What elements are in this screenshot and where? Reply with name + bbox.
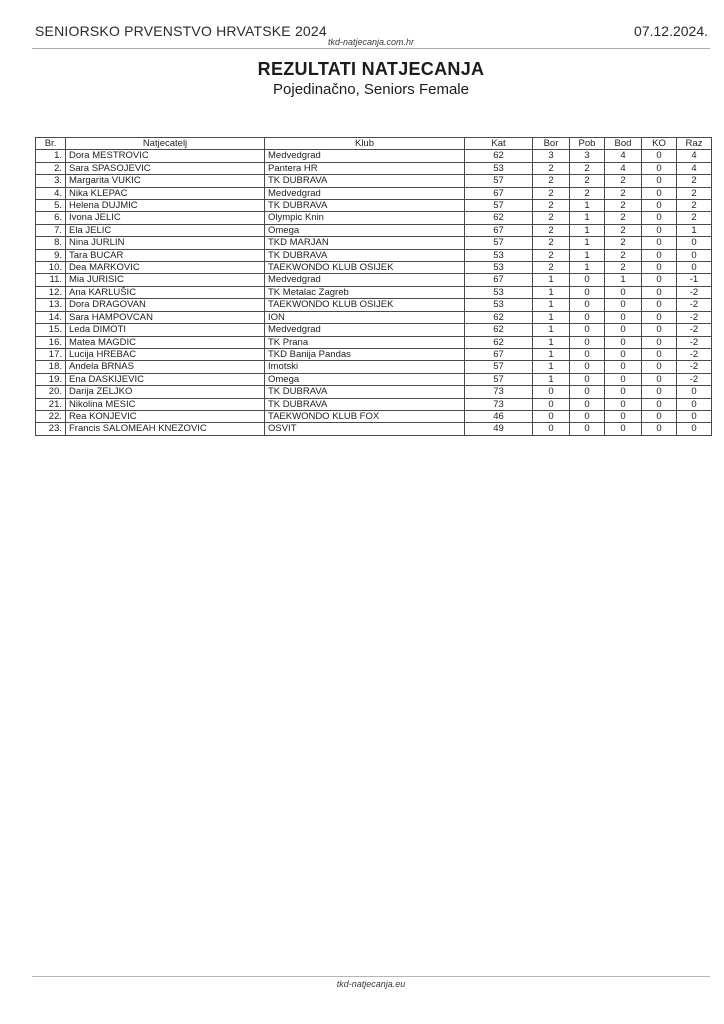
cell-br: 7. [36,224,66,236]
cell-br: 11. [36,274,66,286]
cell-ko: 0 [642,237,677,249]
cell-ko: 0 [642,162,677,174]
cell-natjecatelj: Matea MAGDIC [66,336,265,348]
cell-raz: 2 [677,200,712,212]
cell-bor: 2 [533,249,570,261]
cell-bor: 1 [533,324,570,336]
cell-ko: 0 [642,373,677,385]
cell-pob: 0 [570,286,605,298]
cell-klub: TKD MARJAN [265,237,465,249]
cell-raz: -2 [677,286,712,298]
cell-br: 23. [36,423,66,435]
cell-br: 22. [36,410,66,422]
table-row [36,324,712,336]
cell-ko: 0 [642,286,677,298]
cell-klub: Medvedgrad [265,150,465,162]
cell-bod: 2 [605,212,642,224]
table-row [36,373,712,385]
cell-ko: 0 [642,398,677,410]
cell-kat: 73 [465,398,533,410]
cell-klub: TKD Banija Pandas [265,348,465,360]
cell-raz: -2 [677,348,712,360]
cell-klub: TK DUBRAVA [265,175,465,187]
cell-bod: 0 [605,311,642,323]
cell-br: 13. [36,299,66,311]
col-header-bor: Bor [533,138,570,150]
cell-kat: 67 [465,224,533,236]
table-row [36,286,712,298]
cell-br: 2. [36,162,66,174]
table-row [36,299,712,311]
cell-natjecatelj: Darija ZELJKO [66,386,265,398]
footer-divider [32,976,710,977]
cell-br: 4. [36,187,66,199]
cell-ko: 0 [642,410,677,422]
cell-bor: 2 [533,162,570,174]
cell-pob: 3 [570,150,605,162]
cell-kat: 53 [465,162,533,174]
cell-bor: 0 [533,423,570,435]
cell-bor: 3 [533,150,570,162]
cell-kat: 57 [465,361,533,373]
cell-ko: 0 [642,224,677,236]
cell-klub: Medvedgrad [265,324,465,336]
cell-natjecatelj: Margarita VUKIC [66,175,265,187]
cell-ko: 0 [642,361,677,373]
table-row [36,348,712,360]
cell-ko: 0 [642,274,677,286]
cell-bod: 2 [605,200,642,212]
cell-br: 17. [36,348,66,360]
cell-raz: 0 [677,398,712,410]
cell-kat: 67 [465,274,533,286]
cell-natjecatelj: Ena DASKIJEVIC [66,373,265,385]
cell-pob: 2 [570,175,605,187]
cell-klub: TK Prana [265,336,465,348]
cell-raz: 4 [677,162,712,174]
cell-klub: Omega [265,373,465,385]
cell-klub: TAEKWONDO KLUB FOX [265,410,465,422]
cell-natjecatelj: Lucija HREBAC [66,348,265,360]
cell-ko: 0 [642,423,677,435]
cell-raz: 0 [677,262,712,274]
col-header-kat: Kat [465,138,533,150]
cell-bod: 0 [605,373,642,385]
table-row [36,361,712,373]
cell-kat: 57 [465,237,533,249]
cell-pob: 0 [570,274,605,286]
cell-klub: Imotski [265,361,465,373]
cell-kat: 53 [465,299,533,311]
cell-kat: 57 [465,175,533,187]
cell-klub: Omega [265,224,465,236]
cell-kat: 67 [465,187,533,199]
table-row [36,311,712,323]
cell-bor: 2 [533,262,570,274]
cell-bor: 1 [533,299,570,311]
cell-raz: -2 [677,311,712,323]
cell-bod: 0 [605,410,642,422]
table-header-row [36,138,712,150]
cell-raz: 2 [677,212,712,224]
cell-raz: 0 [677,237,712,249]
table-row [36,262,712,274]
cell-ko: 0 [642,311,677,323]
event-title: SENIORSKO PRVENSTVO HRVATSKE 2024 [35,23,327,39]
page-title: REZULTATI NATJECANJA [257,59,485,79]
cell-bod: 2 [605,249,642,261]
cell-pob: 0 [570,324,605,336]
cell-bor: 1 [533,286,570,298]
cell-natjecatelj: Dora DRAGOVAN [66,299,265,311]
cell-raz: -2 [677,324,712,336]
footer-website: tkd-natjecanja.eu [336,979,406,989]
cell-klub: TK DUBRAVA [265,200,465,212]
cell-natjecatelj: Leda DIMOTI [66,324,265,336]
cell-br: 18. [36,361,66,373]
cell-bor: 1 [533,311,570,323]
cell-bod: 0 [605,386,642,398]
cell-natjecatelj: Ivona JELIC [66,212,265,224]
col-header-natjecatelj: Natjecatelj [66,138,265,150]
header-date: 07.12.2024. [634,23,708,39]
cell-bod: 2 [605,262,642,274]
cell-ko: 0 [642,249,677,261]
cell-br: 15. [36,324,66,336]
cell-bor: 1 [533,373,570,385]
cell-klub: TK Metalac Zagreb [265,286,465,298]
cell-ko: 0 [642,262,677,274]
cell-natjecatelj: Andela BRNAS [66,361,265,373]
cell-bod: 2 [605,224,642,236]
cell-kat: 67 [465,348,533,360]
table-row [36,423,712,435]
cell-raz: 1 [677,224,712,236]
table-row [36,336,712,348]
cell-br: 5. [36,200,66,212]
cell-bor: 0 [533,386,570,398]
cell-klub: ION [265,311,465,323]
cell-raz: -2 [677,373,712,385]
cell-bod: 0 [605,324,642,336]
cell-bod: 4 [605,150,642,162]
table-row [36,175,712,187]
cell-br: 1. [36,150,66,162]
cell-pob: 2 [570,162,605,174]
cell-bod: 0 [605,286,642,298]
cell-natjecatelj: Ana KARLUŠIC [66,286,265,298]
cell-klub: Medvedgrad [265,274,465,286]
cell-kat: 53 [465,286,533,298]
cell-bor: 2 [533,200,570,212]
cell-br: 20. [36,386,66,398]
cell-pob: 0 [570,398,605,410]
page-content [32,0,710,1024]
cell-br: 9. [36,249,66,261]
cell-ko: 0 [642,212,677,224]
cell-kat: 53 [465,249,533,261]
cell-br: 3. [36,175,66,187]
cell-bod: 0 [605,423,642,435]
col-header-ko: KO [642,138,677,150]
table-row [36,386,712,398]
cell-kat: 62 [465,212,533,224]
cell-klub: TK DUBRAVA [265,398,465,410]
cell-kat: 46 [465,410,533,422]
cell-natjecatelj: Mia JURISIC [66,274,265,286]
cell-natjecatelj: Helena DUJMIC [66,200,265,212]
cell-br: 8. [36,237,66,249]
cell-bor: 1 [533,361,570,373]
cell-kat: 53 [465,262,533,274]
cell-pob: 1 [570,249,605,261]
cell-natjecatelj: Rea KONJEVIC [66,410,265,422]
cell-bod: 0 [605,361,642,373]
cell-bor: 0 [533,410,570,422]
cell-pob: 0 [570,299,605,311]
cell-raz: -2 [677,361,712,373]
cell-klub: TK DUBRAVA [265,249,465,261]
cell-pob: 1 [570,212,605,224]
table-row [36,212,712,224]
cell-kat: 62 [465,336,533,348]
cell-kat: 62 [465,324,533,336]
cell-raz: 2 [677,187,712,199]
cell-bod: 0 [605,336,642,348]
cell-pob: 0 [570,336,605,348]
cell-raz: 0 [677,423,712,435]
cell-br: 6. [36,212,66,224]
cell-klub: OSVIT [265,423,465,435]
cell-pob: 2 [570,187,605,199]
cell-klub: TAEKWONDO KLUB OSIJEK [265,299,465,311]
cell-bor: 1 [533,348,570,360]
cell-raz: 2 [677,175,712,187]
cell-bor: 1 [533,274,570,286]
cell-br: 19. [36,373,66,385]
table-row [36,224,712,236]
col-header-raz: Raz [677,138,712,150]
cell-bor: 2 [533,175,570,187]
cell-br: 21. [36,398,66,410]
table-row [36,150,712,162]
cell-bor: 0 [533,398,570,410]
cell-natjecatelj: Ela JELIC [66,224,265,236]
cell-bor: 2 [533,187,570,199]
cell-raz: -1 [677,274,712,286]
header-divider [32,48,710,49]
cell-kat: 73 [465,386,533,398]
cell-ko: 0 [642,386,677,398]
header-website: tkd-natjecanja.com.hr [327,37,415,47]
cell-natjecatelj: Francis SALOMEAH KNEZOVIC [66,423,265,435]
results-table [35,137,712,436]
cell-kat: 49 [465,423,533,435]
cell-bod: 0 [605,348,642,360]
cell-bod: 2 [605,175,642,187]
cell-pob: 0 [570,410,605,422]
cell-natjecatelj: Nikolina MESIC [66,398,265,410]
cell-pob: 0 [570,361,605,373]
cell-br: 14. [36,311,66,323]
cell-raz: -2 [677,299,712,311]
cell-klub: TK DUBRAVA [265,386,465,398]
cell-bor: 2 [533,237,570,249]
cell-kat: 62 [465,311,533,323]
col-header-bod: Bod [605,138,642,150]
cell-natjecatelj: Sara SPASOJEVIC [66,162,265,174]
table-row [36,237,712,249]
cell-raz: 0 [677,386,712,398]
cell-ko: 0 [642,150,677,162]
cell-bod: 4 [605,162,642,174]
cell-natjecatelj: Dea MARKOVIC [66,262,265,274]
cell-ko: 0 [642,336,677,348]
cell-bor: 2 [533,224,570,236]
cell-bod: 0 [605,398,642,410]
cell-raz: 0 [677,410,712,422]
cell-ko: 0 [642,299,677,311]
cell-natjecatelj: Nina JURLIN [66,237,265,249]
table-row [36,200,712,212]
cell-natjecatelj: Sara HAMPOVCAN [66,311,265,323]
table-row [36,274,712,286]
cell-ko: 0 [642,175,677,187]
table-row [36,187,712,199]
col-header-br: Br. [36,138,66,150]
cell-bor: 1 [533,336,570,348]
cell-klub: Olympic Knin [265,212,465,224]
cell-raz: -2 [677,336,712,348]
cell-bor: 2 [533,212,570,224]
table-row [36,162,712,174]
col-header-klub: Klub [265,138,465,150]
cell-pob: 1 [570,262,605,274]
cell-kat: 57 [465,200,533,212]
cell-bod: 0 [605,299,642,311]
cell-natjecatelj: Dora MESTROVIC [66,150,265,162]
table-row [36,410,712,422]
cell-klub: TAEKWONDO KLUB OSIJEK [265,262,465,274]
page-subtitle: Pojedinačno, Seniors Female [273,81,469,98]
cell-pob: 0 [570,348,605,360]
cell-klub: Pantera HR [265,162,465,174]
cell-bod: 1 [605,274,642,286]
cell-raz: 0 [677,249,712,261]
table-row [36,249,712,261]
cell-pob: 1 [570,237,605,249]
cell-bod: 2 [605,237,642,249]
cell-br: 16. [36,336,66,348]
cell-kat: 57 [465,373,533,385]
cell-natjecatelj: Nika KLEPAC [66,187,265,199]
cell-ko: 0 [642,187,677,199]
cell-klub: Medvedgrad [265,187,465,199]
cell-bod: 2 [605,187,642,199]
cell-kat: 62 [465,150,533,162]
cell-ko: 0 [642,324,677,336]
cell-pob: 0 [570,373,605,385]
cell-pob: 1 [570,224,605,236]
cell-ko: 0 [642,348,677,360]
cell-raz: 4 [677,150,712,162]
cell-ko: 0 [642,200,677,212]
cell-pob: 0 [570,423,605,435]
col-header-pob: Pob [570,138,605,150]
table-row [36,398,712,410]
cell-br: 10. [36,262,66,274]
cell-natjecatelj: Tara BUCAR [66,249,265,261]
cell-pob: 0 [570,311,605,323]
cell-pob: 1 [570,200,605,212]
cell-pob: 0 [570,386,605,398]
cell-br: 12. [36,286,66,298]
